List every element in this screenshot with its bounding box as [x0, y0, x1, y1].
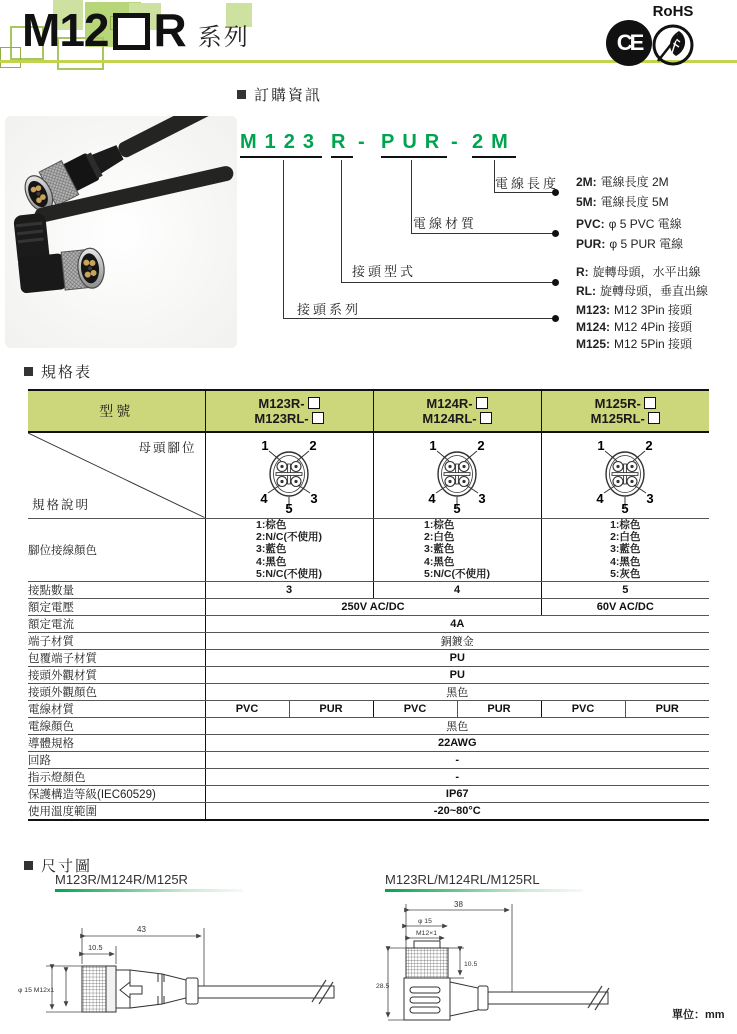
tree-line: [341, 160, 342, 282]
pin-colors-m123: [205, 518, 373, 581]
pin-color-line: 4:黑色: [610, 555, 641, 568]
row-label: 接頭外觀顏色: [28, 683, 205, 700]
pin-diagram-m125: [541, 432, 709, 518]
value-cell: 3: [205, 581, 373, 598]
option-code: M123:: [576, 303, 611, 317]
value-cell: 銅鍍金: [205, 632, 709, 649]
pinout-header-cell: [28, 432, 205, 518]
tree-line: [283, 160, 284, 318]
pin-color-line: 5:N/C(不使用): [424, 568, 490, 581]
model-m123-cell: [205, 390, 373, 432]
dim-label-underline: [385, 889, 583, 892]
pin-color-line: 4:黑色: [424, 555, 455, 568]
value-cell: PU: [205, 649, 709, 666]
ce-logo-icon: [606, 20, 652, 66]
ce-text: CE: [616, 30, 642, 55]
pin-color-line: 2:N/C(不使用): [256, 530, 322, 543]
model-code: M123RL-: [254, 411, 309, 426]
row-label: 端子材質: [28, 632, 205, 649]
rohs-label: RoHS: [652, 3, 694, 20]
spec-table: [28, 389, 709, 821]
value-cell: PUR: [625, 700, 709, 717]
row-label: 包覆端子材質: [28, 649, 205, 666]
value-cell: PVC: [373, 700, 457, 717]
tree-line: [283, 318, 554, 319]
row-label: 腳位接線顏色: [28, 518, 205, 581]
pin-diagram-icon: [409, 434, 505, 514]
dim-text-height: 28.5: [376, 983, 390, 990]
options-cable-length: [576, 172, 669, 212]
option-code: PUR:: [576, 237, 606, 251]
pin-number: 1: [597, 437, 605, 453]
section-bullet-icon: [24, 861, 33, 870]
option-code: M125:: [576, 337, 611, 351]
dim-label-straight: M123R/M124R/M125R: [55, 872, 188, 887]
value-cell: PUR: [289, 700, 373, 717]
pin-color-line: 4:黑色: [256, 555, 287, 568]
option-text: M12 5Pin 接頭: [614, 337, 693, 351]
value-cell: PU: [205, 666, 709, 683]
pin-number: 2: [645, 437, 653, 453]
value-cell: 黑色: [205, 683, 709, 700]
pin-number: 1: [261, 437, 269, 453]
value-cell: 4A: [205, 615, 709, 632]
value-cell: 5: [541, 581, 709, 598]
length-placeholder-box: [644, 397, 656, 409]
pin-number: 3: [310, 490, 318, 506]
model-placeholder-box: [113, 13, 150, 50]
length-placeholder-box: [312, 412, 324, 424]
pin-number: 4: [596, 490, 604, 506]
option-text: φ 5 PVC 電線: [608, 217, 682, 231]
length-placeholder-box: [480, 412, 492, 424]
pin-colors-m125: [541, 518, 709, 581]
options-connector-series: [576, 302, 692, 353]
title-suffix-text: R: [153, 4, 186, 56]
tree-bullet: [552, 279, 559, 286]
title-model-text: M12: [22, 4, 109, 56]
pin-color-line: 5:N/C(不使用): [256, 568, 322, 581]
dim-text-length: 43: [137, 925, 146, 934]
pin-number: 3: [478, 490, 486, 506]
value-cell: 4: [373, 581, 541, 598]
pin-number: 5: [285, 500, 293, 514]
desc-header-label: 規格說明: [32, 497, 91, 512]
unit-note: 單位：mm: [672, 1009, 725, 1021]
option-code: PVC:: [576, 217, 605, 231]
model-code: M124RL-: [422, 411, 477, 426]
dim-label-underline: [55, 889, 243, 892]
option-code: RL:: [576, 284, 596, 298]
part-seg-material: PUR: [381, 130, 447, 158]
product-photo: [5, 116, 237, 348]
pin-color-line: 1:棕色: [256, 518, 287, 531]
tree-line: [341, 282, 554, 283]
option-code: 5M:: [576, 195, 597, 209]
value-cell: -20~80°C: [205, 802, 709, 820]
row-label: 額定電壓: [28, 598, 205, 615]
pin-color-line: 3:藍色: [256, 543, 287, 556]
value-cell: -: [205, 768, 709, 785]
value-cell: PVC: [541, 700, 625, 717]
pin-colors-m124: [373, 518, 541, 581]
dim-text-diameter-thread: φ 15 M12x1: [18, 987, 55, 994]
branch-label-cable-material: 電線材質: [413, 216, 478, 231]
row-label: 接點數量: [28, 581, 205, 598]
option-text: φ 5 PUR 電線: [609, 237, 684, 251]
pin-number: 3: [646, 490, 654, 506]
model-header-cell: 型號: [28, 390, 205, 432]
model-code: M125RL-: [590, 411, 645, 426]
option-code: R:: [576, 265, 589, 279]
row-label: 導體規格: [28, 734, 205, 751]
dims-section-title: 尺寸圖: [41, 858, 93, 875]
pin-number: 4: [260, 490, 268, 506]
row-label: 電線顏色: [28, 717, 205, 734]
part-seg-dash: -: [358, 131, 373, 153]
length-placeholder-box: [476, 397, 488, 409]
tree-line: [411, 160, 412, 233]
branch-label-connector-type: 接頭型式: [352, 264, 417, 279]
dim-text-knurl: 10.5: [464, 961, 478, 968]
option-text: 電線長度 2M: [600, 175, 669, 189]
dimension-drawing-straight: [16, 900, 356, 1028]
pin-color-line: 2:白色: [424, 530, 455, 543]
pin-number: 5: [621, 500, 629, 514]
branch-label-cable-length: 電線長度: [495, 176, 560, 191]
model-m125-cell: [541, 390, 709, 432]
ordering-section-heading: [237, 84, 322, 105]
value-cell: 250V AC/DC: [205, 598, 541, 615]
model-m124-cell: [373, 390, 541, 432]
row-label: 接頭外觀材質: [28, 666, 205, 683]
pin-diagram-icon: [577, 434, 673, 514]
pin-number: 2: [309, 437, 317, 453]
dim-label-rightangle: M123RL/M124RL/M125RL: [385, 872, 540, 887]
row-label: 保護構造等級(IEC60529): [28, 785, 205, 802]
model-code: M124R-: [426, 396, 473, 411]
part-seg-length: 2M: [472, 130, 516, 158]
value-cell: -: [205, 751, 709, 768]
section-bullet-icon: [24, 367, 33, 376]
model-code: M125R-: [594, 396, 641, 411]
option-text: 電線長度 5M: [600, 195, 669, 209]
part-seg-series: M123: [240, 130, 322, 158]
pin-diagram-icon: [241, 434, 337, 514]
pin-diagram-m124: [373, 432, 541, 518]
dimension-drawing-rightangle: [376, 896, 644, 1030]
pin-diagram-m123: [205, 432, 373, 518]
pin-header-label: 母頭腳位: [138, 441, 197, 455]
value-cell: IP67: [205, 785, 709, 802]
row-label: 電線材質: [28, 700, 205, 717]
part-seg-dash: -: [451, 131, 466, 153]
section-bullet-icon: [237, 90, 246, 99]
tree-line: [494, 192, 554, 193]
pin-number: 2: [477, 437, 485, 453]
branch-label-connector-series: 接頭系列: [297, 302, 362, 317]
option-text: M12 3Pin 接頭: [614, 303, 693, 317]
tree-bullet: [552, 230, 559, 237]
dim-text-diameter: φ 15: [418, 918, 432, 925]
pin-color-line: 3:藍色: [424, 543, 455, 556]
part-seg-type: R: [331, 130, 353, 158]
dim-text-knurl: 10.5: [88, 943, 103, 952]
pin-color-line: 1:棕色: [610, 518, 641, 531]
page-title: [22, 2, 250, 58]
value-cell: 60V AC/DC: [541, 598, 709, 615]
value-cell: 22AWG: [205, 734, 709, 751]
value-cell: 黑色: [205, 717, 709, 734]
options-cable-material: [576, 214, 683, 254]
pin-color-line: 2:白色: [610, 530, 641, 543]
deco-square-outline: [0, 47, 21, 68]
row-label: 使用溫度範圍: [28, 805, 97, 818]
pin-number: 5: [453, 500, 461, 514]
option-code: 2M:: [576, 175, 597, 189]
dim-text-width: 38: [454, 900, 463, 909]
spec-section-heading: [24, 361, 92, 382]
row-label: 額定電流: [28, 615, 205, 632]
row-label: 指示燈顏色: [28, 768, 205, 785]
pin-color-line: 3:藍色: [610, 543, 641, 556]
option-code: M124:: [576, 320, 611, 334]
ordering-section-title: 訂購資訊: [254, 87, 323, 104]
row-label: 回路: [28, 751, 205, 768]
model-code: M123R-: [258, 396, 305, 411]
title-series-text: 系列: [197, 24, 250, 51]
pin-color-line: 5:灰色: [610, 568, 641, 581]
option-text: 旋轉母頭，水平出線: [592, 265, 701, 279]
option-text: 旋轉母頭，垂直出線: [600, 284, 709, 298]
pin-number: 1: [429, 437, 437, 453]
pin-number: 4: [428, 490, 436, 506]
value-cell: PUR: [457, 700, 541, 717]
tree-line: [411, 233, 554, 234]
options-connector-type: [576, 263, 708, 301]
length-placeholder-box: [648, 412, 660, 424]
rohs-leaf-icon: [649, 20, 697, 68]
value-cell: PVC: [205, 700, 289, 717]
pin-color-line: 1:棕色: [424, 518, 455, 531]
dim-text-thread: M12×1: [416, 930, 437, 937]
option-text: M12 4Pin 接頭: [614, 320, 693, 334]
spec-section-title: 規格表: [41, 364, 93, 381]
length-placeholder-box: [308, 397, 320, 409]
tree-bullet: [552, 315, 559, 322]
